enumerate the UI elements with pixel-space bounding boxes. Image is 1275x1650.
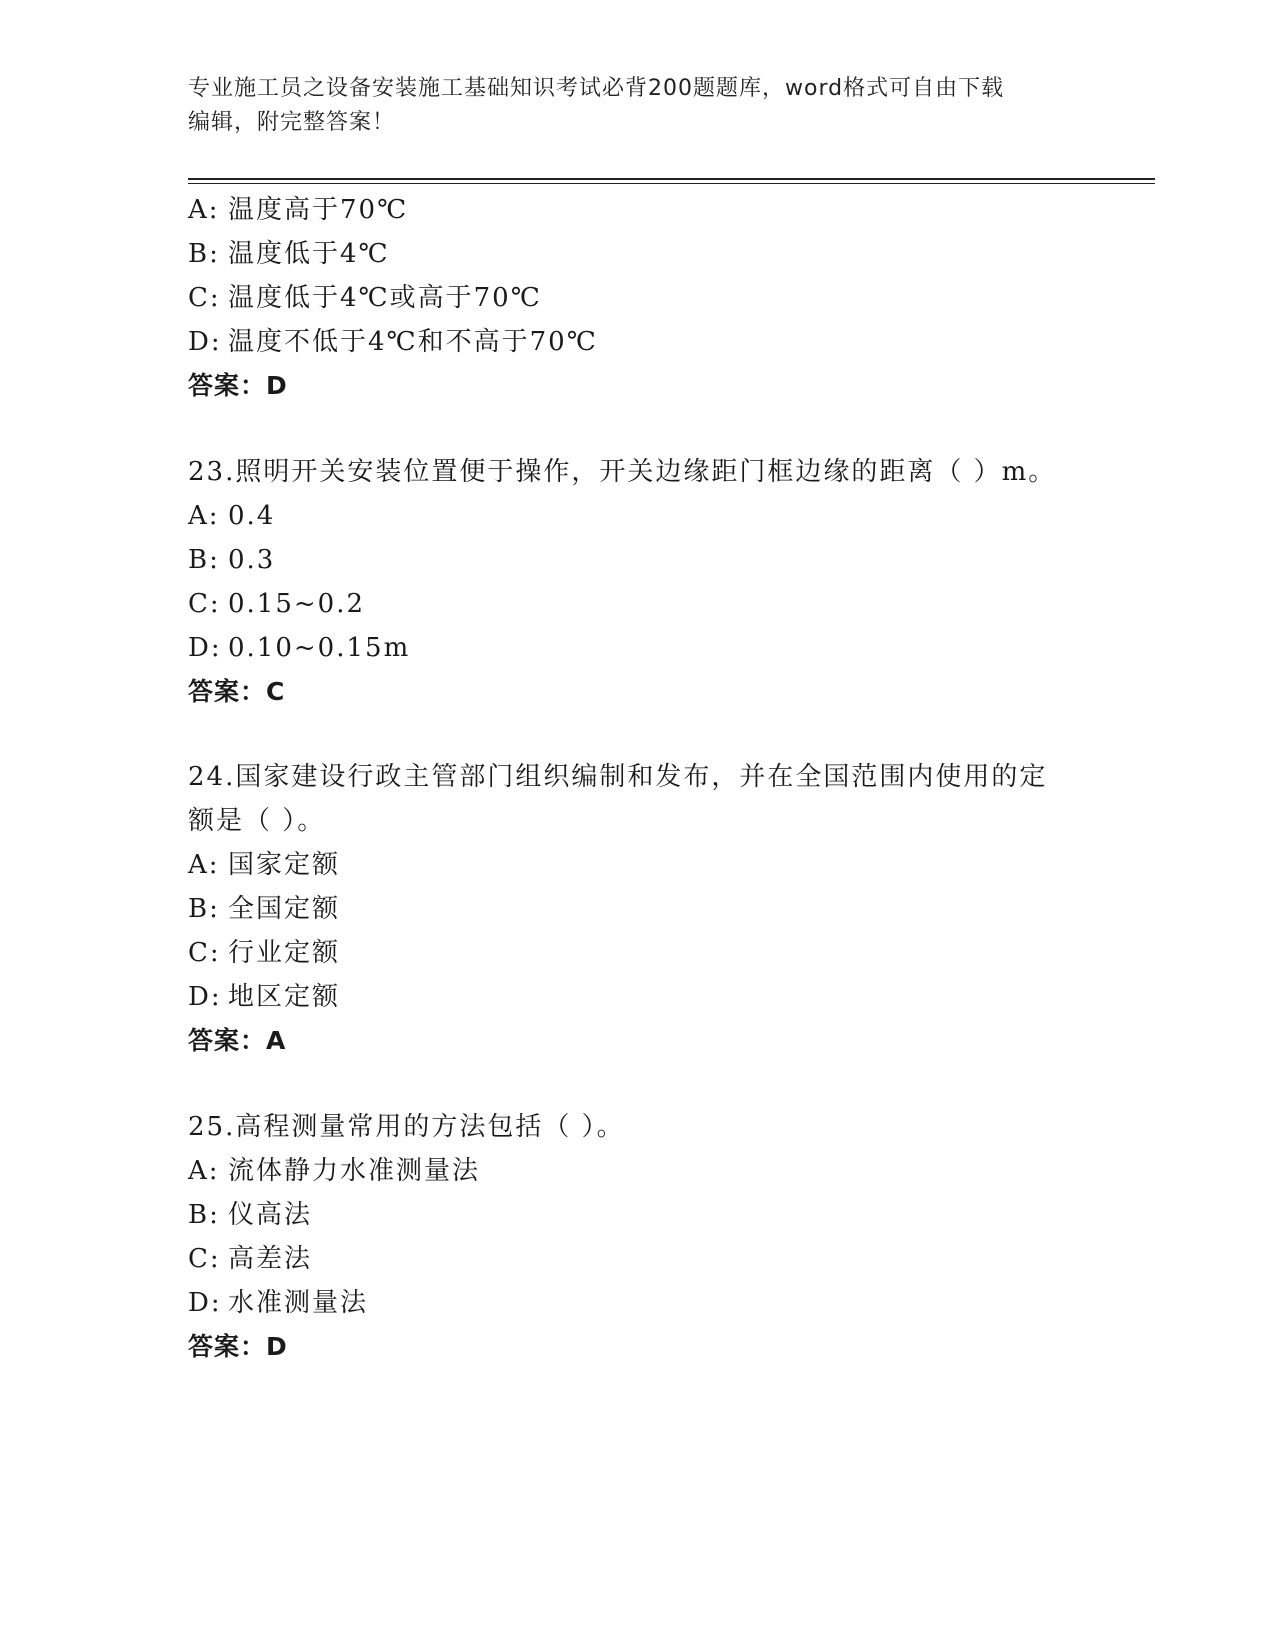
q25-option-a <box>188 1154 480 1188</box>
option-letter: B: <box>188 894 220 924</box>
q23-question: 23.照明开关安装位置便于操作，开关边缘距门框边缘的距离（ ）m。 <box>188 457 1057 487</box>
option-letter: D: <box>188 327 222 357</box>
option-letter: C: <box>188 283 221 313</box>
q24-option-c <box>188 936 340 970</box>
option-text: 高差法 <box>228 1244 313 1274</box>
option-letter: A: <box>188 1156 220 1186</box>
option-text: 全国定额 <box>228 894 341 924</box>
option-letter: A: <box>188 501 220 531</box>
q23-option-c <box>188 587 365 621</box>
q22-answer: 答案：D <box>188 371 288 400</box>
option-letter: B: <box>188 545 220 575</box>
q25-option-c <box>188 1242 312 1276</box>
option-letter: A: <box>188 195 220 225</box>
option-text: 0.4 <box>228 501 276 531</box>
q23-option-a <box>188 499 275 533</box>
header-line-2: 编辑，附完整答案！ <box>188 110 396 135</box>
option-text: 地区定额 <box>228 982 341 1012</box>
option-text: 温度高于70℃ <box>228 195 409 225</box>
q24-option-b <box>188 892 340 926</box>
option-text: 温度不低于4℃和不高于70℃ <box>228 327 598 357</box>
option-text: 0.15~0.2 <box>228 589 366 619</box>
q25-option-b <box>188 1198 312 1232</box>
option-letter: C: <box>188 938 221 968</box>
option-text: 温度低于4℃或高于70℃ <box>228 283 542 313</box>
q23-option-d <box>188 631 410 665</box>
q25-answer: 答案：D <box>188 1332 288 1361</box>
option-letter: C: <box>188 1244 221 1274</box>
header-rule-thin <box>188 183 1155 184</box>
q24-question-line-1: 24.国家建设行政主管部门组织编制和发布，并在全国范围内使用的定 <box>188 762 1048 792</box>
option-letter: D: <box>188 982 222 1012</box>
option-letter: D: <box>188 633 222 663</box>
header-line-1: 专业施工员之设备安装施工基础知识考试必背200题题库，word格式可自由下载 <box>188 76 1005 101</box>
option-text: 水准测量法 <box>228 1288 369 1318</box>
q24-option-a <box>188 848 340 882</box>
q22-option-a <box>188 193 408 227</box>
q22-option-d <box>188 325 598 359</box>
q25-question: 25.高程测量常用的方法包括（ ）。 <box>188 1112 625 1142</box>
document-header <box>188 72 1088 140</box>
q24-question-line-2: 额是（ ）。 <box>188 806 326 836</box>
option-letter: B: <box>188 1200 220 1230</box>
option-text: 流体静力水准测量法 <box>228 1156 481 1186</box>
option-letter: D: <box>188 1288 222 1318</box>
option-letter: B: <box>188 239 220 269</box>
option-letter: A: <box>188 850 220 880</box>
option-text: 0.3 <box>228 545 276 575</box>
q23-answer: 答案：C <box>188 677 286 706</box>
q24-option-d <box>188 980 340 1014</box>
q23-option-b <box>188 543 275 577</box>
option-text: 仪高法 <box>228 1200 313 1230</box>
q22-option-c <box>188 281 542 315</box>
q24-answer: 答案：A <box>188 1026 287 1055</box>
q25-option-d <box>188 1286 368 1320</box>
option-text: 温度低于4℃ <box>228 239 390 269</box>
option-letter: C: <box>188 589 221 619</box>
q22-option-b <box>188 237 390 271</box>
option-text: 国家定额 <box>228 850 341 880</box>
header-rule-thick <box>188 178 1155 180</box>
option-text: 行业定额 <box>228 938 341 968</box>
option-text: 0.10~0.15m <box>228 633 411 663</box>
